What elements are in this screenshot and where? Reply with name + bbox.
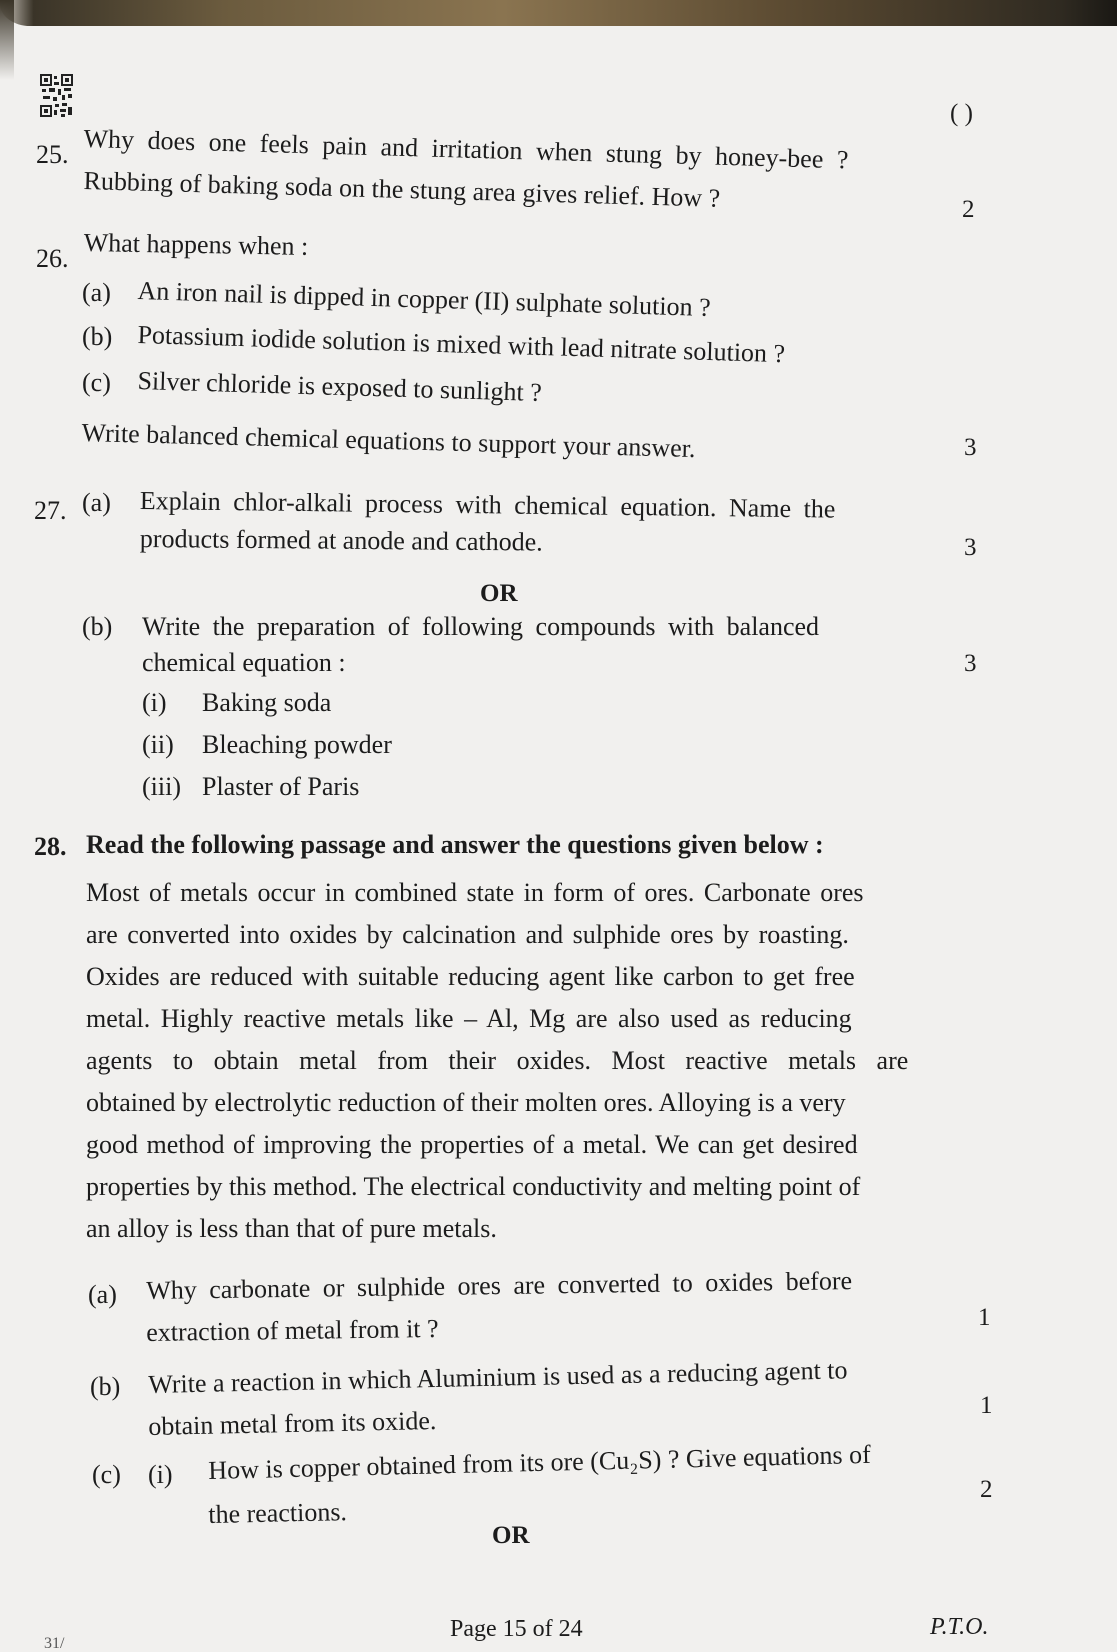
q26-a-text: An iron nail is dipped in copper (II) sulphate solution ? bbox=[137, 276, 712, 322]
page-left-edge bbox=[0, 0, 14, 80]
q28-a-line-1: Why carbonate or sulphide ores are converted to oxides before bbox=[146, 1266, 853, 1305]
q28-c-i-line-1: How is copper obtained from its ore (Cu₂S) ? Give equations of bbox=[208, 1439, 872, 1485]
q28-b-line-1: Write a reaction in which Aluminium is used as a reducing agent to bbox=[148, 1355, 848, 1399]
question-number: 26. bbox=[36, 244, 69, 273]
q27-ii-text: Bleaching powder bbox=[202, 730, 392, 759]
q27-a-line-1: Explain chlor-alkali process with chemical equation. Name the bbox=[139, 486, 836, 524]
q27-iii-label: (iii) bbox=[142, 772, 181, 801]
q26-intro: What happens when : bbox=[83, 228, 309, 261]
passage-line: are converted into oxides by calcination and sulphide ores by roasting. bbox=[86, 920, 849, 949]
q28-b-marks: 1 bbox=[980, 1392, 993, 1419]
q26-b-label: (b) bbox=[82, 322, 113, 351]
q28-a-marks: 1 bbox=[978, 1304, 991, 1331]
page-number: Page 15 of 24 bbox=[450, 1616, 583, 1642]
qr-code-icon bbox=[40, 74, 74, 118]
q28-c-marks: 2 bbox=[980, 1476, 993, 1503]
passage-line: metal. Highly reactive metals like – Al, Mg are also used as reducing bbox=[86, 1004, 852, 1033]
q26-c-text: Silver chloride is exposed to sunlight ? bbox=[137, 366, 543, 407]
q27-a-marks: 3 bbox=[964, 534, 977, 561]
question-number: 27. bbox=[34, 496, 67, 525]
q26-closing: Write balanced chemical equations to support your answer. bbox=[81, 418, 696, 464]
q25-marks: 2 bbox=[962, 196, 975, 223]
paren-mark: ( ) bbox=[950, 100, 973, 127]
q28-passage bbox=[86, 872, 908, 1250]
passage-line: properties by this method. The electrical conductivity and melting point of bbox=[86, 1172, 861, 1201]
q28-a-label: (a) bbox=[88, 1280, 117, 1309]
q25-line-1: Why does one feels pain and irritation when stung by honey-bee ? bbox=[83, 124, 849, 175]
q25-line-2: Rubbing of baking soda on the stung area gives relief. How ? bbox=[83, 166, 721, 213]
q27-iii-text: Plaster of Paris bbox=[202, 772, 360, 801]
q28-a-line-2: extraction of metal from it ? bbox=[146, 1313, 439, 1347]
q28-b-label: (b) bbox=[90, 1372, 121, 1401]
page-top-shadow bbox=[0, 0, 1117, 26]
question-number: 25. bbox=[36, 140, 69, 169]
or-separator: OR bbox=[480, 580, 518, 607]
q27-b-label: (b) bbox=[82, 612, 113, 641]
or-separator: OR bbox=[492, 1522, 530, 1549]
q28-c-label: (c) bbox=[92, 1460, 121, 1489]
q27-i-label: (i) bbox=[142, 688, 167, 717]
question-number: 28. bbox=[34, 832, 67, 861]
passage-line: Most of metals occur in combined state in form of ores. Carbonate ores bbox=[86, 878, 864, 907]
q26-marks: 3 bbox=[964, 434, 977, 461]
passage-line: an alloy is less than that of pure metals. bbox=[86, 1214, 497, 1243]
q27-b-line-1: Write the preparation of following compounds with balanced bbox=[142, 612, 820, 641]
q28-heading: Read the following passage and answer the questions given below : bbox=[86, 830, 824, 859]
passage-line: agents to obtain metal from their oxides. Most reactive metals are bbox=[86, 1046, 909, 1075]
q27-a-line-2: products formed at anode and cathode. bbox=[139, 524, 543, 557]
q26-b-text: Potassium iodide solution is mixed with lead nitrate solution ? bbox=[137, 320, 786, 369]
q26-a-label: (a) bbox=[82, 278, 111, 307]
q27-a-label: (a) bbox=[82, 488, 111, 517]
q27-ii-label: (ii) bbox=[142, 730, 174, 759]
corner-code: 31/ bbox=[44, 1635, 65, 1652]
pto-label: P.T.O. bbox=[930, 1614, 989, 1640]
passage-line: obtained by electrolytic reduction of their molten ores. Alloying is a very bbox=[86, 1088, 846, 1117]
passage-line: Oxides are reduced with suitable reducing agent like carbon to get free bbox=[86, 962, 855, 991]
q27-i-text: Baking soda bbox=[202, 688, 332, 717]
q28-c-i-label: (i) bbox=[148, 1460, 173, 1489]
q27-b-marks: 3 bbox=[964, 650, 977, 677]
q28-b-line-2: obtain metal from its oxide. bbox=[148, 1405, 437, 1441]
q28-c-i-line-2: the reactions. bbox=[208, 1497, 348, 1529]
passage-line: good method of improving the properties of a metal. We can get desired bbox=[86, 1130, 858, 1159]
q26-c-label: (c) bbox=[82, 368, 111, 397]
q27-b-line-2: chemical equation : bbox=[142, 648, 346, 677]
